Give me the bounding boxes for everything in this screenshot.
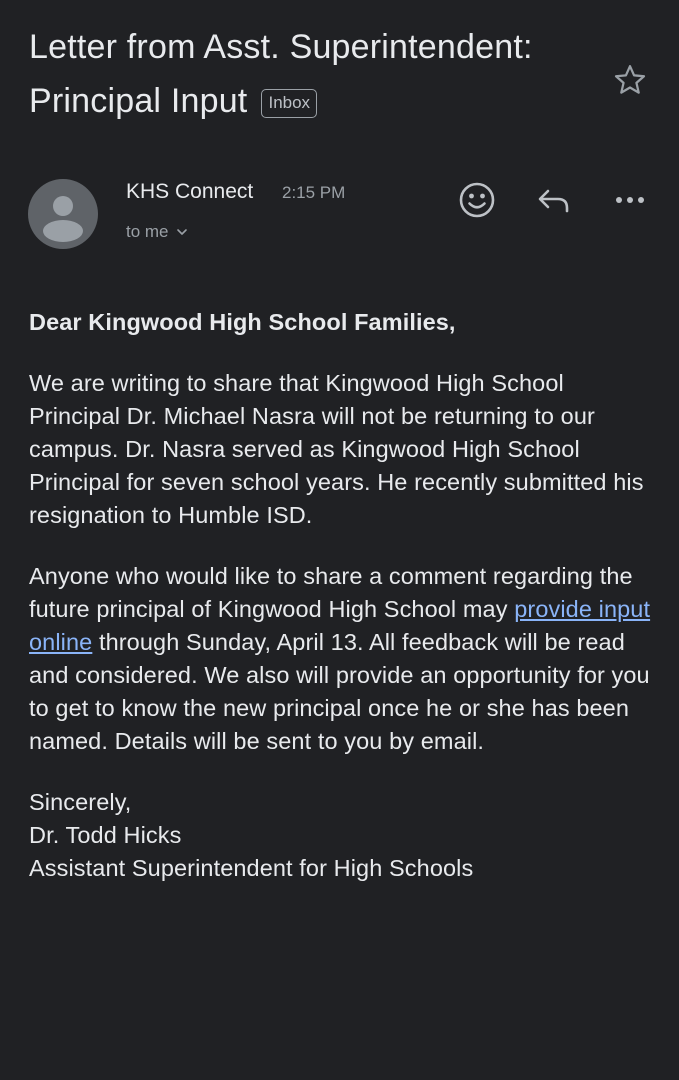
chevron-down-icon [175,225,189,239]
sender-name: KHS Connect [126,180,254,203]
paragraph-2-text-after: through Sunday, April 13. All feedback will be read and considered. We also will provide an opportunity for you to get to know the new principal once he or she has been named. Details will be sent to you by email. [29,629,650,754]
recipient-label: to me [126,222,169,241]
sent-time: 2:15 PM [282,183,346,202]
signature-closing: Sincerely, [29,789,132,815]
email-paragraph-1: We are writing to share that Kingwood High School Principal Dr. Michael Nasra will not be returning to our campus. Dr. Nasra served as Kingwood High School Principal for seven school years. He recently submitted his resignation to Humble ISD. [29,370,644,528]
emoji-reaction-button[interactable] [457,180,497,220]
reply-button[interactable] [534,180,574,220]
email-signature [29,786,659,885]
email-greeting: Dear Kingwood High School Families, [29,309,456,335]
more-horizontal-icon [610,180,650,220]
signature-title: Assistant Superintendent for High Schools [29,855,474,881]
recipient-details-toggle[interactable] [126,222,189,242]
emoji-icon [457,180,497,220]
paragraph-2-text-before: Anyone who would like to share a comment regarding the future principal of Kingwood High School may [29,563,633,622]
email-body [29,306,659,885]
email-subject: Letter from Asst. Superintendent: Principal Input [29,28,533,120]
reply-icon [534,180,574,220]
email-paragraph-2 [29,560,659,758]
more-options-button[interactable] [610,180,650,220]
default-avatar-icon [28,179,98,249]
email-header [29,20,589,128]
signature-name: Dr. Todd Hicks [29,822,182,848]
inbox-label-badge[interactable]: Inbox [261,89,317,118]
sender-avatar[interactable] [28,179,98,249]
star-icon[interactable] [612,62,648,98]
provide-input-online-link[interactable]: provide input online [29,596,651,655]
